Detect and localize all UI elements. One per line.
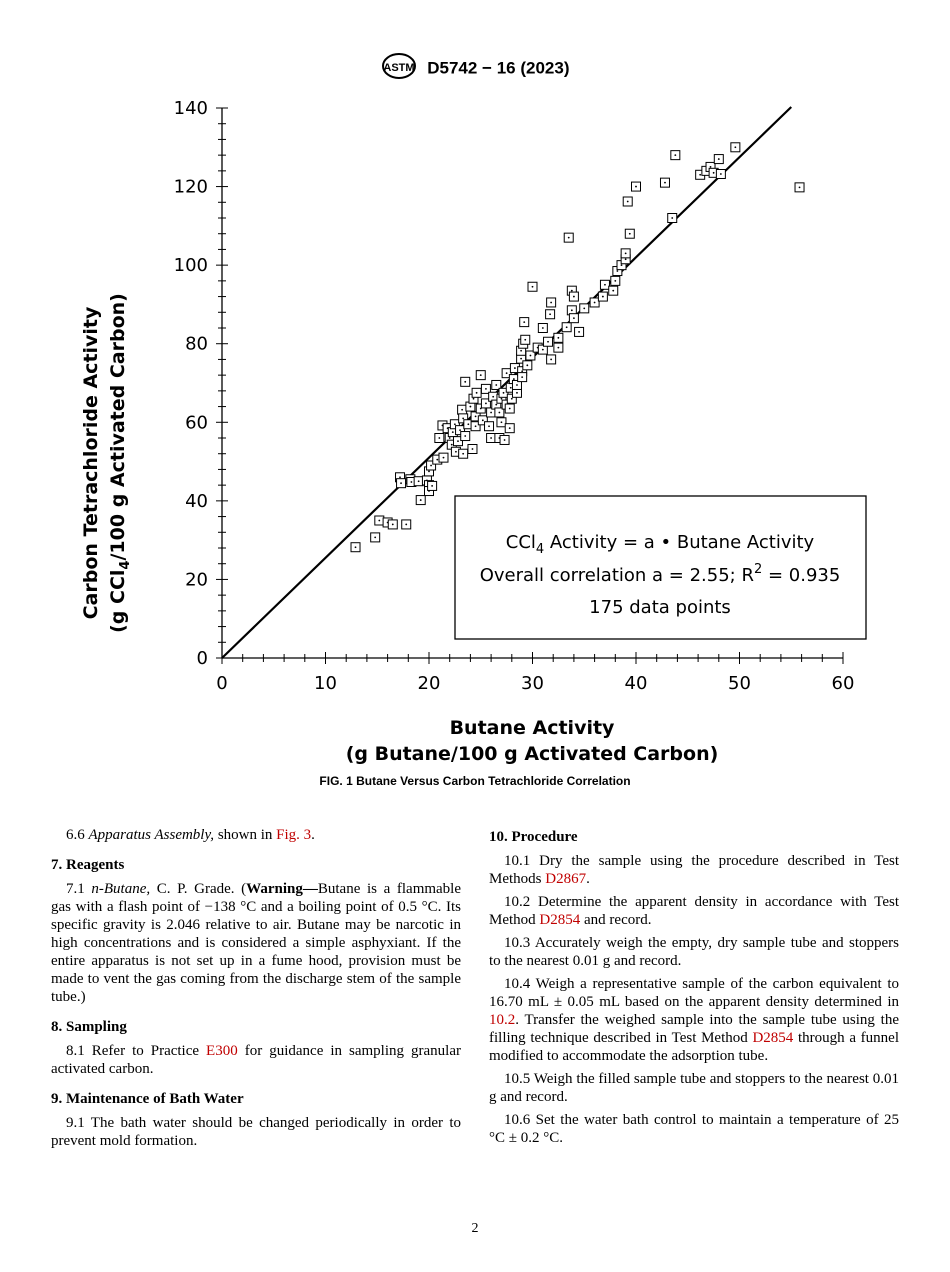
- data-point: [562, 323, 571, 332]
- data-point-dot: [485, 403, 487, 405]
- para-10-6: 10.6 Set the water bath control to maintain a temperature of 25 °C ± 0.2 °C.: [489, 1112, 899, 1146]
- data-point-dot: [635, 186, 637, 188]
- data-point: [416, 496, 425, 505]
- data-point-dot: [612, 290, 614, 292]
- data-point-dot: [550, 359, 552, 361]
- data-point: [528, 282, 537, 291]
- data-point: [564, 233, 573, 242]
- data-point: [402, 520, 411, 529]
- data-point-dot: [532, 286, 534, 288]
- data-point-dot: [492, 396, 494, 398]
- data-point-dot: [550, 302, 552, 304]
- data-point-dot: [449, 437, 451, 439]
- data-point-dot: [475, 425, 477, 427]
- data-point: [623, 197, 632, 206]
- para-7-1: 7.1 n-Butane, C. P. Grade. (Warning—Butane is a flammable gas with a flash point of −138 °C and a boiling point of 0.5 °C. Its specific gravity is 2.046 relative to air. Butane may be narcotic in high concentrations and is considered a simple asphyxiant. If the entire apparatus is not set up in a fume hood, provision must be made to vent the gas coming from the discharge stem of the sample tube.): [51, 881, 462, 1005]
- annotation-formula: CCl$_4$ Activity = a • Butane Activity: [505, 532, 815, 557]
- section-7-heading: 7. Reagents: [51, 857, 125, 873]
- data-point-dot: [571, 309, 573, 311]
- y-tick-label: 80: [185, 333, 208, 355]
- para-10-2: 10.2 Determine the apparent density in accordance with Test Method D2854 and record.: [489, 894, 899, 928]
- y-tick-label: 60: [185, 412, 208, 434]
- data-point-dot: [625, 258, 627, 260]
- data-point-dot: [473, 398, 475, 400]
- data-point: [439, 453, 448, 462]
- data-point: [397, 479, 406, 488]
- data-point-dot: [399, 476, 401, 478]
- x-tick-label: 0: [216, 673, 228, 694]
- data-point: [505, 424, 514, 433]
- scatter-chart: [0, 80, 950, 780]
- data-point: [569, 292, 578, 301]
- data-point: [598, 292, 607, 301]
- data-point: [547, 355, 556, 364]
- data-point: [518, 373, 527, 382]
- x-tick-label: 20: [417, 673, 441, 694]
- data-point: [538, 324, 547, 333]
- data-point-dot: [629, 233, 631, 235]
- data-point-dot: [438, 437, 440, 439]
- data-point-dot: [495, 404, 497, 406]
- data-point-dot: [568, 237, 570, 239]
- data-point-dot: [510, 387, 512, 389]
- data-point: [580, 304, 589, 313]
- data-point-dot: [516, 384, 518, 386]
- data-point-dot: [530, 355, 532, 357]
- data-point: [554, 333, 563, 342]
- data-point-dot: [464, 381, 466, 383]
- para-10-4: 10.4 Weigh a representative sample of the carbon equivalent to 16.70 mL ± 0.05 mL based on the apparent density determined in 10.2. Transfer the weighed sample into the sample tube using the filling technique described in Test Method D2854 through a funnel modified to accommodate the adsorption tube.: [489, 976, 899, 1064]
- data-point: [671, 151, 680, 160]
- data-point: [461, 432, 470, 441]
- data-point-dot: [476, 392, 478, 394]
- data-point-dot: [521, 370, 523, 372]
- data-point-dot: [547, 341, 549, 343]
- data-point: [523, 361, 532, 370]
- data-point-dot: [513, 378, 515, 380]
- data-point: [500, 435, 509, 444]
- data-point: [388, 520, 397, 529]
- data-point-dot: [504, 439, 506, 441]
- data-point-dot: [405, 524, 407, 526]
- data-point-dot: [462, 453, 464, 455]
- data-point-dot: [443, 457, 445, 459]
- data-point-dot: [734, 146, 736, 148]
- data-point-dot: [392, 524, 394, 526]
- y-tick-label: 20: [185, 569, 208, 591]
- data-point-dot: [557, 347, 559, 349]
- data-point-dot: [459, 429, 461, 431]
- data-point-dot: [664, 182, 666, 184]
- data-point: [468, 445, 477, 454]
- x-axis-label-line1: Butane Activity: [449, 717, 615, 739]
- data-point-dot: [503, 392, 505, 394]
- data-point-dot: [674, 154, 676, 156]
- data-point-dot: [566, 326, 568, 328]
- document-id: D5742 − 16 (2023): [427, 58, 570, 78]
- data-point-dot: [573, 296, 575, 298]
- data-point-dot: [604, 284, 606, 286]
- right-column: [489, 826, 899, 1152]
- data-point: [497, 418, 506, 427]
- data-point: [461, 377, 470, 386]
- data-point-dot: [436, 459, 438, 461]
- data-point-dot: [524, 339, 526, 341]
- data-point: [371, 533, 380, 542]
- data-point-dot: [428, 470, 430, 472]
- data-point: [544, 337, 553, 346]
- data-point-dot: [462, 417, 464, 419]
- data-point-dot: [430, 465, 432, 467]
- data-point-dot: [475, 415, 477, 417]
- data-point-dot: [490, 437, 492, 439]
- data-point-dot: [501, 421, 503, 423]
- y-axis-label-line1: Carbon Tetrachloride Activity: [80, 306, 102, 620]
- data-point-dot: [571, 290, 573, 292]
- data-point: [611, 276, 620, 285]
- data-point: [505, 404, 514, 413]
- data-point-dot: [583, 307, 585, 309]
- x-tick-label: 30: [521, 673, 544, 694]
- data-point-dot: [516, 392, 518, 394]
- data-point-dot: [625, 252, 627, 254]
- data-point-dot: [557, 337, 559, 339]
- annotation-correlation: Overall correlation a = 2.55; $R^2 = 0.935$: [479, 562, 841, 586]
- data-point: [472, 388, 481, 397]
- section-10-heading: 10. Procedure: [489, 829, 578, 845]
- data-point: [476, 371, 485, 380]
- data-point: [375, 516, 384, 525]
- y-tick-label: 40: [185, 490, 208, 512]
- data-point: [487, 434, 496, 443]
- data-point: [590, 298, 599, 307]
- data-point-dot: [452, 431, 454, 433]
- data-point-dot: [671, 217, 673, 219]
- data-point: [485, 422, 494, 431]
- data-point-dot: [420, 499, 422, 501]
- data-point-dot: [520, 358, 522, 360]
- annotation-count: 175 data points: [589, 597, 731, 618]
- data-point-dot: [511, 398, 513, 400]
- data-point-dot: [542, 327, 544, 329]
- data-point-dot: [521, 376, 523, 378]
- data-point: [414, 477, 423, 486]
- data-point: [716, 170, 725, 179]
- data-point-dot: [520, 350, 522, 352]
- data-point-dot: [461, 409, 463, 411]
- data-point-dot: [457, 440, 459, 442]
- data-point-dot: [464, 435, 466, 437]
- data-point-dot: [578, 331, 580, 333]
- data-point-dot: [400, 482, 402, 484]
- data-point: [660, 178, 669, 187]
- data-point-dot: [490, 412, 492, 414]
- para-6-6: 6.6 Apparatus Assembly, shown in Fig. 3.: [66, 827, 315, 843]
- logo-text: ASTM: [382, 62, 415, 74]
- data-point-dot: [627, 201, 629, 203]
- data-point: [731, 143, 740, 152]
- data-point-dot: [378, 520, 380, 522]
- x-tick-label: 60: [831, 673, 855, 694]
- x-tick-label: 50: [728, 673, 751, 694]
- x-axis-label-line2: (g Butane/100 g Activated Carbon): [345, 743, 719, 765]
- data-point-dot: [501, 398, 503, 400]
- data-point: [600, 280, 609, 289]
- para-8-1: 8.1 Refer to Practice E300 for guidance in sampling granular activated carbon.: [51, 1043, 461, 1077]
- data-points: [351, 143, 804, 552]
- data-point-dot: [411, 481, 413, 483]
- data-point-dot: [495, 384, 497, 386]
- data-point: [521, 335, 530, 344]
- data-point: [435, 434, 444, 443]
- data-point-dot: [506, 372, 508, 374]
- data-point-dot: [514, 367, 516, 369]
- fig-3-link[interactable]: Fig. 3: [276, 827, 312, 843]
- para-10-5: 10.5 Weigh the filled sample tube and stoppers to the nearest 0.01 g and record.: [489, 1071, 899, 1105]
- data-point-dot: [621, 264, 623, 266]
- x-tick-label: 10: [314, 673, 337, 694]
- y-tick-label: 140: [173, 98, 208, 119]
- data-point: [428, 481, 437, 490]
- data-point-dot: [710, 166, 712, 168]
- data-point-dot: [498, 412, 500, 414]
- data-point: [459, 449, 468, 458]
- data-point-dot: [573, 317, 575, 319]
- y-axis-label-line2: (g CCl$_4$/100 g Activated Carbon): [107, 293, 133, 633]
- section-9-heading: 9. Maintenance of Bath Water: [51, 1091, 244, 1107]
- data-point-dot: [355, 546, 357, 548]
- data-point-dot: [526, 364, 528, 366]
- data-point-dot: [467, 423, 469, 425]
- para-10-3: 10.3 Accurately weigh the empty, dry sample tube and stoppers to the nearest 0.01 g and record.: [489, 935, 899, 969]
- d2854-link-2[interactable]: D2854: [752, 1030, 794, 1046]
- data-point: [351, 543, 360, 552]
- d2854-link[interactable]: D2854: [539, 912, 581, 928]
- y-tick-label: 0: [196, 648, 208, 669]
- section-8-heading: 8. Sampling: [51, 1019, 127, 1035]
- data-point-dot: [720, 173, 722, 175]
- data-point-dot: [614, 280, 616, 282]
- data-point: [546, 310, 555, 319]
- data-point-dot: [488, 425, 490, 427]
- y-tick-label: 100: [173, 255, 208, 277]
- data-point-dot: [616, 270, 618, 272]
- data-point-dot: [470, 406, 472, 408]
- data-point-dot: [523, 321, 525, 323]
- data-point-dot: [454, 423, 456, 425]
- y-tick-label: 120: [173, 176, 208, 198]
- para-10-1: 10.1 Dry the sample using the procedure described in Test Methods D2867.: [489, 853, 899, 887]
- data-point-dot: [549, 313, 551, 315]
- data-point-dot: [713, 172, 715, 174]
- data-point: [520, 318, 529, 327]
- section-10-2-link[interactable]: 10.2: [489, 1012, 516, 1028]
- x-tick-label: 40: [624, 673, 648, 694]
- annotation-box: [455, 496, 866, 639]
- data-point-dot: [374, 536, 376, 538]
- d2867-link[interactable]: D2867: [545, 871, 587, 887]
- data-point-dot: [451, 444, 453, 446]
- data-point-dot: [485, 388, 487, 390]
- data-point: [668, 214, 677, 223]
- data-point-dot: [418, 480, 420, 482]
- data-point: [621, 249, 630, 258]
- data-point: [632, 182, 641, 191]
- data-point: [575, 327, 584, 336]
- data-point-dot: [455, 451, 457, 453]
- data-point: [714, 155, 723, 164]
- data-point: [554, 343, 563, 352]
- data-point-dot: [480, 374, 482, 376]
- data-point: [609, 286, 618, 295]
- data-point-dot: [509, 427, 511, 429]
- data-point: [795, 183, 804, 192]
- data-point-dot: [602, 296, 604, 298]
- data-point-dot: [509, 408, 511, 410]
- data-point-dot: [594, 302, 596, 304]
- e300-link[interactable]: E300: [206, 1043, 238, 1059]
- data-point: [625, 229, 634, 238]
- data-point-dot: [431, 485, 433, 487]
- data-point-dot: [799, 186, 801, 188]
- left-column: [51, 826, 461, 1155]
- data-point-dot: [542, 349, 544, 351]
- data-point-dot: [482, 419, 484, 421]
- data-point-dot: [718, 158, 720, 160]
- data-point-dot: [699, 174, 701, 176]
- page-number: 2: [471, 1221, 479, 1236]
- data-point-dot: [472, 448, 474, 450]
- para-9-1: 9.1 The bath water should be changed periodically in order to prevent mold formation.: [51, 1115, 461, 1149]
- figure-caption: FIG. 1 Butane Versus Carbon Tetrachloride Correlation: [319, 774, 631, 788]
- data-point: [569, 314, 578, 323]
- data-point: [458, 405, 467, 414]
- data-point: [547, 298, 556, 307]
